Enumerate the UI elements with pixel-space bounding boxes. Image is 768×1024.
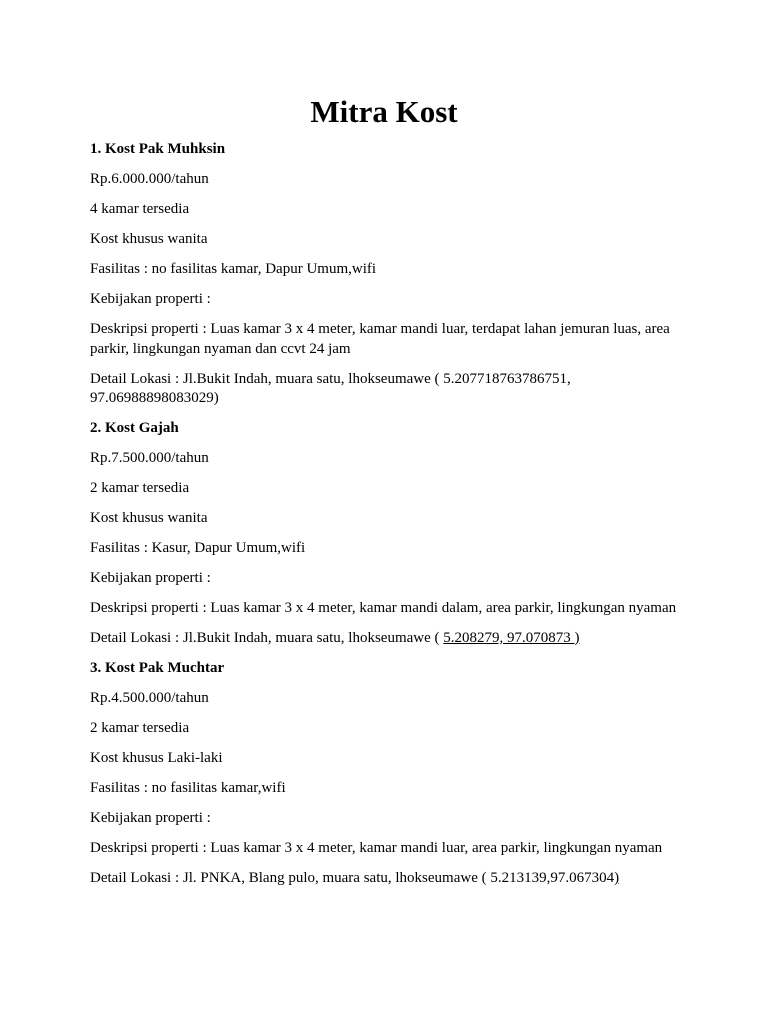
- section-heading: 3. Kost Pak Muchtar: [90, 660, 225, 676]
- kost-section-3: [90, 659, 690, 889]
- price-text: Rp.4.500.000/tahun: [90, 690, 209, 706]
- kost-section-1: [90, 140, 690, 409]
- section-heading: 1. Kost Pak Muhksin: [90, 141, 226, 157]
- policy-text: Kebijakan properti :: [90, 291, 211, 307]
- description-text: Deskripsi properti : Luas kamar 3 x 4 meter, kamar mandi dalam, area parkir, lingkungan nyaman: [90, 600, 677, 616]
- location-text: [90, 629, 690, 649]
- section-heading: 2. Kost Gajah: [90, 420, 179, 436]
- policy-text: Kebijakan properti :: [90, 810, 211, 826]
- description-text: Deskripsi properti : Luas kamar 3 x 4 meter, kamar mandi luar, area parkir, lingkungan nyaman: [90, 840, 663, 856]
- type-text: Kost khusus Laki-laki: [90, 750, 223, 766]
- rooms-text: 2 kamar tersedia: [90, 720, 190, 736]
- type-text: Kost khusus wanita: [90, 231, 208, 247]
- facilities-text: Fasilitas : no fasilitas kamar, Dapur Umum,wifi: [90, 261, 377, 277]
- policy-text: Kebijakan properti :: [90, 570, 211, 586]
- type-text: Kost khusus wanita: [90, 510, 208, 526]
- location-text: Detail Lokasi : Jl.Bukit Indah, muara satu, lhokseumawe ( 5.207718763786751, 97.06988898083029): [90, 370, 571, 406]
- facilities-text: Fasilitas : Kasur, Dapur Umum,wifi: [90, 540, 306, 556]
- price-text: Rp.7.500.000/tahun: [90, 450, 209, 466]
- rooms-text: 4 kamar tersedia: [90, 201, 190, 217]
- document-body: [90, 140, 690, 899]
- rooms-text: 2 kamar tersedia: [90, 480, 190, 496]
- location-prefix: Detail Lokasi : Jl. PNKA, Blang pulo, muara satu, lhokseumawe ( 5.213139,97.067304: [90, 870, 615, 886]
- price-text: Rp.6.000.000/tahun: [90, 171, 209, 187]
- location-coords-link[interactable]: 5.208279, 97.070873 ): [443, 630, 580, 646]
- location-coords-link[interactable]: ): [614, 870, 620, 886]
- kost-section-2: [90, 419, 690, 649]
- location-prefix: Detail Lokasi : Jl.Bukit Indah, muara satu, lhokseumawe (: [90, 630, 444, 646]
- page-title: Mitra Kost: [310, 94, 458, 129]
- location-text: [90, 869, 690, 889]
- description-text: Deskripsi properti : Luas kamar 3 x 4 meter, kamar mandi luar, terdapat lahan jemuran luas, area parkir, lingkungan nyaman dan ccvt 24 jam: [90, 321, 670, 357]
- facilities-text: Fasilitas : no fasilitas kamar,wifi: [90, 780, 286, 796]
